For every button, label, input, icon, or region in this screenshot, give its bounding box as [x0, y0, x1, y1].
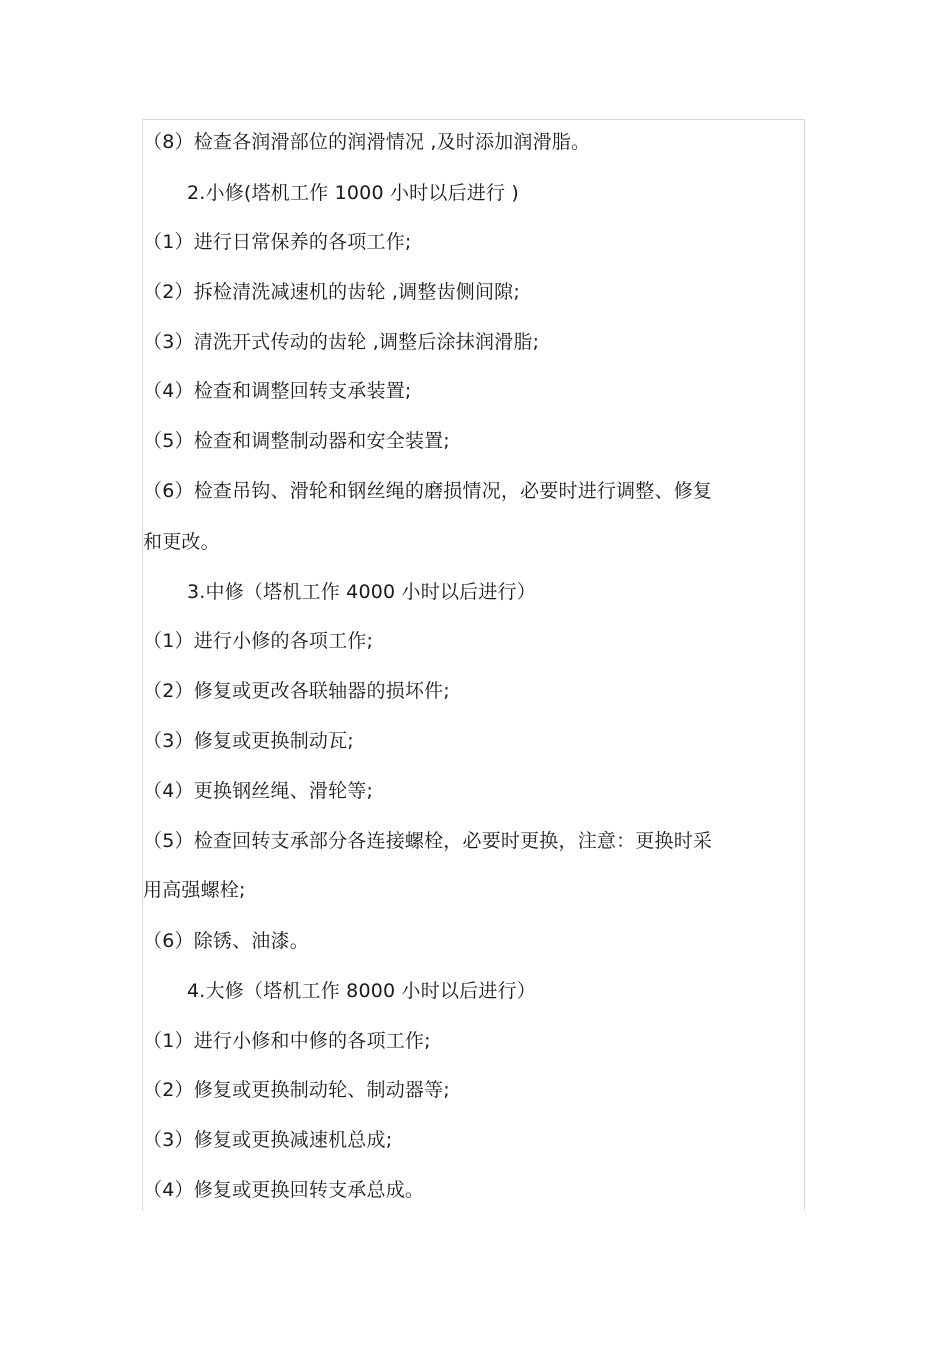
text-line-13: （3）修复或更换制动瓦; — [143, 730, 354, 752]
heading-medium-repair: 3.中修（塔机工作 4000 小时以后进行） — [187, 581, 536, 603]
text-line-5: （3）清洗开式传动的齿轮 ,调整后涂抹润滑脂; — [143, 331, 540, 353]
text-line-20: （2）修复或更换制动轮、制动器等; — [143, 1079, 450, 1101]
text-line-15: （5）检查回转支承部分各连接螺栓，必要时更换，注意：更换时采 — [143, 830, 713, 852]
text-line-1: （8）检查各润滑部位的润滑情况 ,及时添加润滑脂。 — [143, 131, 591, 153]
text-line-8: （6）检查吊钩、滑轮和钢丝绳的磨损情况，必要时进行调整、修复 — [143, 480, 713, 502]
text-line-7: （5）检查和调整制动器和安全装置; — [143, 430, 450, 452]
text-line-16: 用高强螺栓; — [143, 879, 246, 901]
text-line-11: （1）进行小修的各项工作; — [143, 630, 374, 652]
text-line-9: 和更改。 — [143, 531, 220, 553]
text-line-22: （4）修复或更换回转支承总成。 — [143, 1179, 425, 1201]
text-line-19: （1）进行小修和中修的各项工作; — [143, 1030, 431, 1052]
text-line-14: （4）更换钢丝绳、滑轮等; — [143, 780, 374, 802]
heading-major-repair: 4.大修（塔机工作 8000 小时以后进行） — [187, 980, 536, 1002]
text-line-4: （2）拆检清洗减速机的齿轮 ,调整齿侧间隙; — [143, 281, 520, 303]
text-line-3: （1）进行日常保养的各项工作; — [143, 231, 412, 253]
text-line-21: （3）修复或更换减速机总成; — [143, 1129, 393, 1151]
text-line-6: （4）检查和调整回转支承装置; — [143, 380, 412, 402]
text-line-17: （6）除锈、油漆。 — [143, 930, 309, 952]
text-line-12: （2）修复或更改各联轴器的损坏件; — [143, 680, 450, 702]
heading-minor-repair: 2.小修(塔机工作 1000 小时以后进行 ) — [187, 182, 520, 204]
